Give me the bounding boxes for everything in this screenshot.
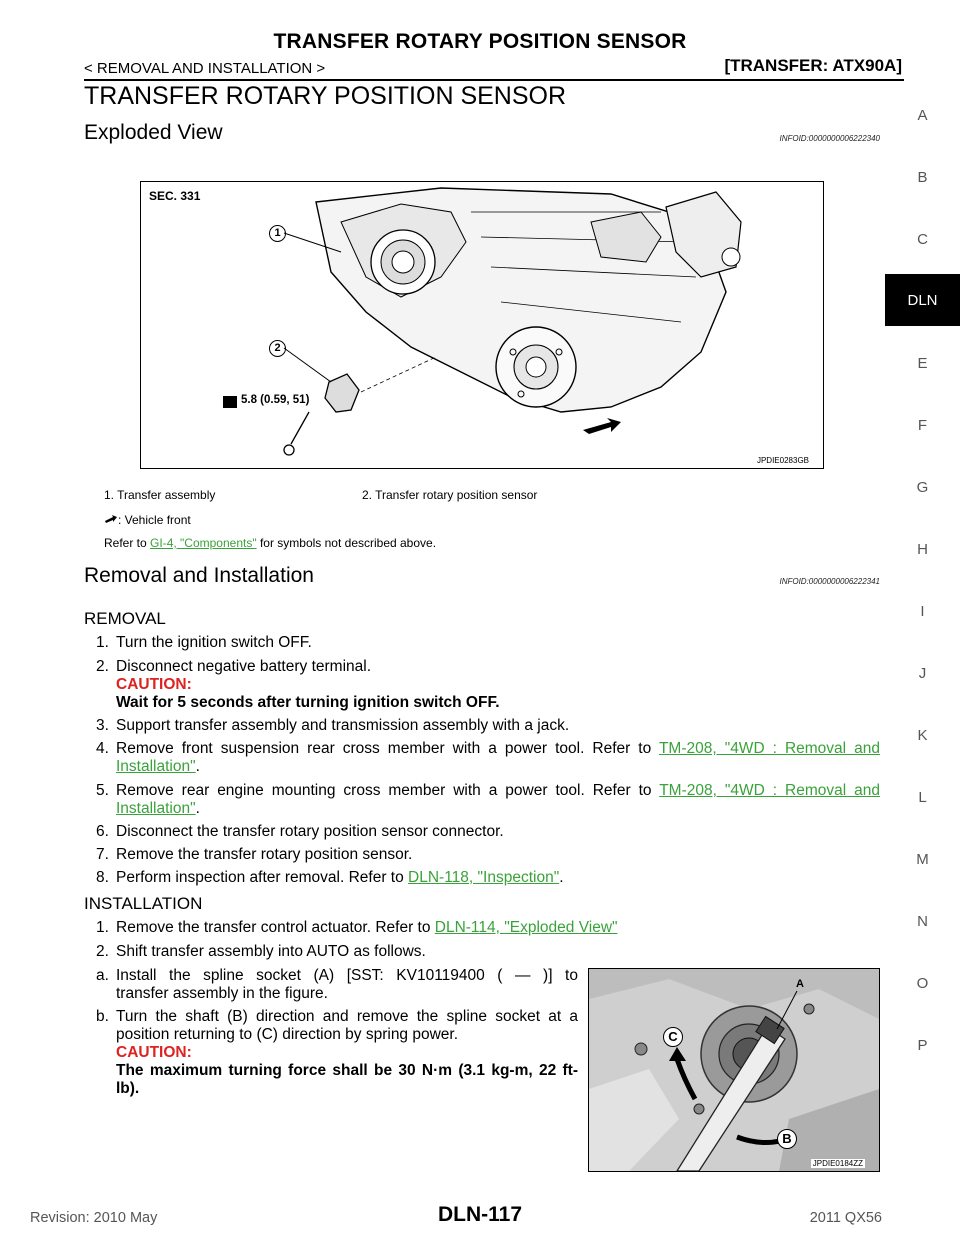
torque-spec: 5.8 (0.59, 51) (241, 394, 310, 406)
side-index-h[interactable]: H (917, 541, 928, 558)
installation-substep-b-letter: b. (96, 1008, 109, 1025)
removal-step-8-text: Perform inspection after removal. Refer to (116, 869, 409, 886)
footer-model: 2011 QX56 (809, 1210, 882, 1226)
removal-step-5-text: Remove rear engine mounting cross member with a power tool. Refer to (116, 782, 660, 799)
side-index-c[interactable]: C (917, 231, 928, 248)
removal-installation-heading: Removal and Installation (84, 564, 314, 587)
side-index-o[interactable]: O (916, 975, 929, 992)
dln-118-inspection-link[interactable]: DLN-118, "Inspection" (408, 869, 560, 886)
removal-caution-label: CAUTION: (116, 676, 192, 693)
side-index-m[interactable]: M (916, 851, 929, 868)
exploded-view-infoid: INFOID:0000000006222340 (779, 134, 880, 143)
installation-step-1-text: Remove the transfer control actuator. Refer to (116, 919, 435, 936)
removal-step-7: Remove the transfer rotary position sensor. (116, 846, 413, 863)
installation-substep-a-letter: a. (96, 967, 109, 984)
figure-label-b: B (777, 1129, 797, 1149)
figure-id: JPDIE0283GB (756, 456, 809, 465)
removal-step-2: Disconnect negative battery terminal. (116, 658, 372, 675)
footer-revision: Revision: 2010 May (30, 1210, 158, 1226)
legend-refer-suffix: for symbols not described above. (256, 536, 437, 550)
installation-step-1-number: 1. (96, 919, 109, 936)
callout-1: 1 (269, 225, 286, 242)
removal-step-6-number: 6. (96, 823, 109, 840)
installation-heading: INSTALLATION (84, 894, 203, 913)
breadcrumb: < REMOVAL AND INSTALLATION > (84, 60, 326, 77)
removal-step-8: Perform inspection after removal. Refer to DLN-118, "Inspection". (116, 869, 564, 886)
legend-vehicle-front-label: : Vehicle front (118, 513, 191, 527)
removal-step-8-number: 8. (96, 869, 109, 886)
figure-id-2: JPDIE0184ZZ (812, 1159, 863, 1168)
vehicle-front-icon (104, 514, 118, 524)
removal-step-3: Support transfer assembly and transmission assembly with a jack. (116, 717, 570, 734)
removal-step-5-line-2: Installation". (116, 800, 200, 817)
removal-installation-infoid: INFOID:0000000006222341 (779, 577, 880, 586)
spline-socket-figure (588, 968, 880, 1172)
removal-step-6: Disconnect the transfer rotary position sensor connector. (116, 823, 504, 840)
side-index-k[interactable]: K (917, 727, 928, 744)
installation-caution-line-2: lb). (116, 1080, 140, 1097)
removal-step-4-text: Remove front suspension rear cross member with a power tool. Refer to (116, 740, 659, 757)
installation-caution-line-1: The maximum turning force shall be 30 N·m (3.1 kg-m, 22 ft- (116, 1062, 578, 1079)
side-index-dln-active[interactable] (885, 274, 960, 326)
legend-item-2: 2. Transfer rotary position sensor (362, 488, 538, 502)
installation-caution-label: CAUTION: (116, 1044, 192, 1061)
removal-step-2-number: 2. (96, 658, 109, 675)
side-index-i[interactable]: I (920, 603, 925, 620)
side-index-e[interactable]: E (917, 355, 928, 372)
tm-208-link-1a[interactable]: TM-208, "4WD : Removal and (658, 740, 880, 757)
exploded-view-heading: Exploded View (84, 121, 223, 144)
tm-208-link-2a[interactable]: TM-208, "4WD : Removal and (659, 782, 880, 799)
side-index-g[interactable]: G (916, 479, 929, 496)
side-index-active-label: DLN (907, 291, 938, 309)
section-tag: [TRANSFER: ATX90A] (724, 56, 902, 75)
side-index-n[interactable]: N (917, 913, 928, 930)
removal-step-1-number: 1. (96, 634, 109, 651)
removal-step-4-line-2: Installation". (116, 758, 200, 775)
tm-208-link-1b[interactable]: Installation" (116, 758, 196, 775)
legend-item-1: 1. Transfer assembly (104, 488, 216, 502)
legend-vehicle-front (104, 513, 191, 527)
header-rule (84, 79, 904, 81)
spline-socket-illustration (589, 969, 879, 1171)
removal-step-4-number: 4. (96, 740, 109, 757)
removal-step-3-number: 3. (96, 717, 109, 734)
side-index-f[interactable]: F (917, 417, 928, 434)
figure-section-number: SEC. 331 (149, 189, 201, 203)
tm-208-link-2b[interactable]: Installation" (116, 800, 196, 817)
installation-step-1 (116, 918, 618, 938)
removal-step-4-line-1 (116, 739, 880, 759)
installation-substep-b-line-2: position returning to (C) direction by spring power. (116, 1026, 459, 1043)
figure-label-c: C (663, 1027, 683, 1047)
transfer-assembly-illustration (141, 182, 823, 468)
exploded-view-figure (140, 181, 824, 469)
legend-refer (104, 536, 436, 550)
running-header-title: TRANSFER ROTARY POSITION SENSOR (273, 30, 687, 53)
installation-substep-b-line-1: Turn the shaft (B) direction and remove the spline socket at a (116, 1008, 578, 1025)
removal-step-5-number: 5. (96, 782, 109, 799)
removal-caution-text: Wait for 5 seconds after turning ignition switch OFF. (116, 694, 500, 711)
removal-heading: REMOVAL (84, 609, 166, 628)
side-index-l[interactable]: L (918, 789, 927, 806)
figure-label-a: A (796, 978, 804, 990)
removal-step-7-number: 7. (96, 846, 109, 863)
dln-114-exploded-view-link[interactable]: DLN-114, "Exploded View" (434, 919, 618, 936)
removal-step-5-line-1 (116, 781, 880, 801)
gi-4-components-link[interactable]: GI-4, "Components" (150, 536, 257, 550)
installation-step-2-number: 2. (96, 943, 109, 960)
side-index-b[interactable]: B (917, 169, 928, 186)
legend-refer-prefix: Refer to (104, 536, 151, 550)
installation-substep-a-line-2: transfer assembly in the figure. (116, 985, 328, 1002)
side-index-a[interactable]: A (917, 107, 928, 124)
removal-step-1: Turn the ignition switch OFF. (116, 634, 312, 651)
installation-step-2: Shift transfer assembly into AUTO as follows. (116, 943, 426, 960)
page-title: TRANSFER ROTARY POSITION SENSOR (84, 82, 567, 110)
side-index-p[interactable]: P (917, 1037, 928, 1054)
side-index-j[interactable]: J (918, 665, 927, 682)
callout-2: 2 (269, 340, 286, 357)
installation-substep-a-line-1: Install the spline socket (A) [SST: KV10119400 ( — )] to (116, 967, 578, 984)
page-number: DLN-117 (437, 1203, 523, 1226)
